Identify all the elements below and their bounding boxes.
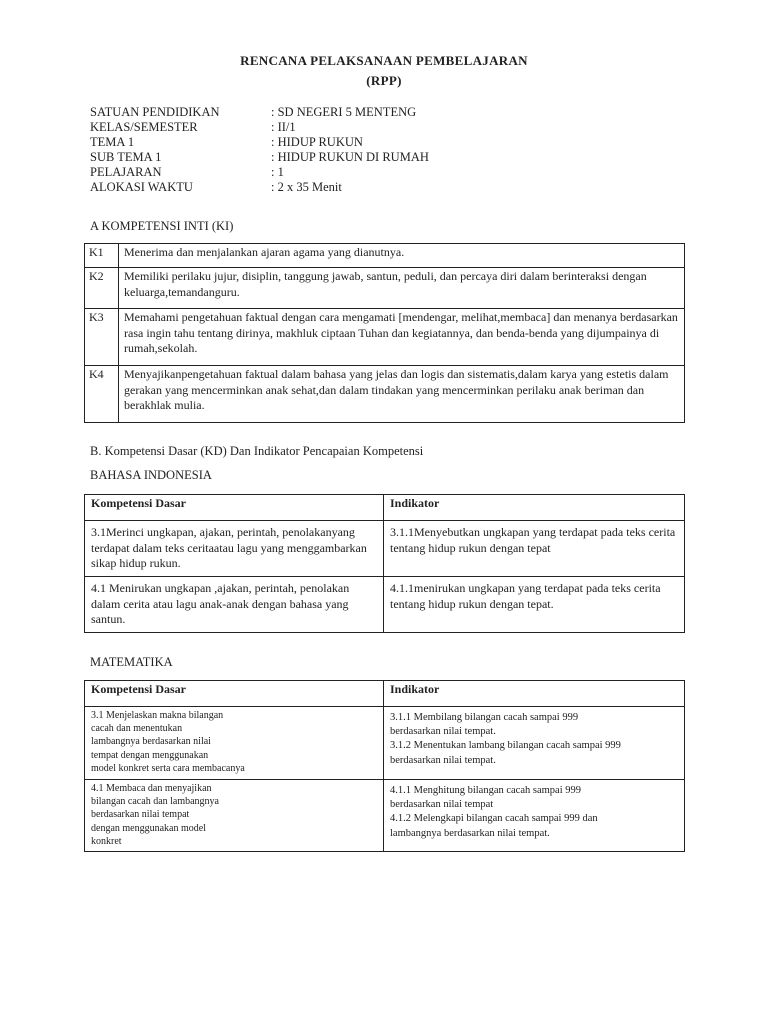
kd-line: 3.1 Menjelaskan makna bilangan (91, 710, 224, 721)
identity-value: : SD NEGERI 5 MENTENG (271, 105, 417, 119)
ki-table (84, 243, 685, 423)
kd-line: tempat dengan menggunakan (91, 749, 209, 761)
bahasa-heading: BAHASA INDONESIA (90, 468, 212, 482)
identity-label: SATUAN PENDIDIKAN (90, 105, 220, 119)
column-header: Indikator (384, 495, 685, 521)
indikator-cell (384, 780, 685, 852)
kd-line: dengan menggunakan model (91, 822, 206, 834)
kd-line: lambangnya berdasarkan nilai (91, 736, 211, 748)
ki-text: Memiliki perilaku jujur, disiplin, tanggung jawab, santun, peduli, dan percaya diri dalam berinteraksi dengan keluarga,temandanguru. (119, 268, 685, 309)
document-subtitle: (RPP) (366, 73, 402, 88)
matematika-table (84, 680, 685, 852)
identity-label: KELAS/SEMESTER (90, 120, 198, 134)
ki-code: K3 (85, 309, 119, 366)
kd-cell: 4.1 Menirukan ungkapan ,ajakan, perintah, penolakan dalam cerita atau lagu anak-anak dengan bahasa yang santun. (85, 577, 384, 633)
indikator-line: 3.1.1 Membilang bilangan cacah sampai 999 (390, 712, 579, 723)
indikator-cell: 4.1.1menirukan ungkapan yang terdapat pada teks cerita tentang hidup rukun dengan tepat. (384, 577, 685, 633)
ki-code: K2 (85, 268, 119, 309)
indikator-cell (384, 707, 685, 780)
table-row (85, 780, 685, 852)
ki-text: Menyajikanpengetahuan faktual dalam bahasa yang jelas dan logis dan sistematis,dalam karya yang estetis dalam gerakan yang mencerminkan anak sehat,dan dalam tindakan yang mencerminkan perilaku anak beriman dan berakhlak mulia. (119, 366, 685, 423)
kd-heading: B. Kompetensi Dasar (KD) Dan Indikator Pencapaian Kompetensi (90, 444, 424, 458)
table-row (85, 707, 685, 780)
indikator-line: lambangnya berdasarkan nilai tempat. (390, 827, 550, 839)
identity-value: : HIDUP RUKUN (271, 135, 363, 149)
column-header: Kompetensi Dasar (85, 681, 384, 707)
identity-label: PELAJARAN (90, 165, 162, 179)
table-row (85, 309, 685, 366)
indikator-line: 4.1.1 Menghitung bilangan cacah sampai 999 (390, 785, 581, 796)
ki-code: K1 (85, 244, 119, 268)
identity-value: : II/1 (271, 120, 296, 134)
indikator-line: berdasarkan nilai tempat (390, 799, 494, 811)
kd-line: berdasarkan nilai tempat (91, 809, 190, 821)
table-row (85, 244, 685, 268)
identity-label: ALOKASI WAKTU (90, 180, 193, 194)
ki-text: Memahami pengetahuan faktual dengan cara mengamati [mendengar, melihat,membaca] dan menanya berdasarkan rasa ingin tahu tentang dirinya, makhluk ciptaan Tuhan dan kegiatannya, dan benda-benda yang dijumpainya di rumah,sekolah. (119, 309, 685, 366)
indikator-cell: 3.1.1Menyebutkan ungkapan yang terdapat pada teks cerita tentang hidup rukun dengan tepat (384, 521, 685, 577)
kd-line: bilangan cacah dan lambangnya (91, 796, 219, 808)
kd-cell: 3.1Merinci ungkapan, ajakan, perintah, penolakanyang terdapat dalam teks ceritaatau lagu yang menggambarkan sikap hidup rukun. (85, 521, 384, 577)
table-header-row (85, 681, 685, 707)
matematika-heading: MATEMATIKA (90, 655, 173, 669)
kd-cell (85, 780, 384, 852)
bahasa-table (84, 494, 685, 633)
ki-text: Menerima dan menjalankan ajaran agama yang dianutnya. (119, 244, 685, 268)
indikator-line: 4.1.2 Melengkapi bilangan cacah sampai 999 dan (390, 813, 598, 825)
identity-value: : HIDUP RUKUN DI RUMAH (271, 150, 429, 164)
kd-cell (85, 707, 384, 780)
ki-heading: A KOMPETENSI INTI (KI) (90, 219, 234, 233)
table-row (85, 521, 685, 577)
identity-label: TEMA 1 (90, 135, 135, 149)
column-header: Kompetensi Dasar (85, 495, 384, 521)
kd-line: konkret (91, 835, 122, 847)
indikator-line: 3.1.2 Menentukan lambang bilangan cacah sampai 999 (390, 740, 621, 752)
column-header: Indikator (384, 681, 685, 707)
table-header-row (85, 495, 685, 521)
identity-value: : 2 x 35 Menit (271, 180, 342, 194)
identity-label: SUB TEMA 1 (90, 150, 162, 164)
kd-line: cacah dan menentukan (91, 723, 183, 735)
document-title: RENCANA PELAKSANAAN PEMBELAJARAN (240, 53, 528, 68)
kd-line: 4.1 Membaca dan menyajikan (91, 783, 212, 794)
identity-value: : 1 (271, 165, 284, 179)
table-row (85, 577, 685, 633)
table-row (85, 268, 685, 309)
table-row (85, 366, 685, 423)
indikator-line: berdasarkan nilai tempat. (390, 726, 496, 738)
kd-line: model konkret serta cara membacanya (91, 762, 245, 774)
indikator-line: berdasarkan nilai tempat. (390, 754, 496, 766)
ki-code: K4 (85, 366, 119, 423)
